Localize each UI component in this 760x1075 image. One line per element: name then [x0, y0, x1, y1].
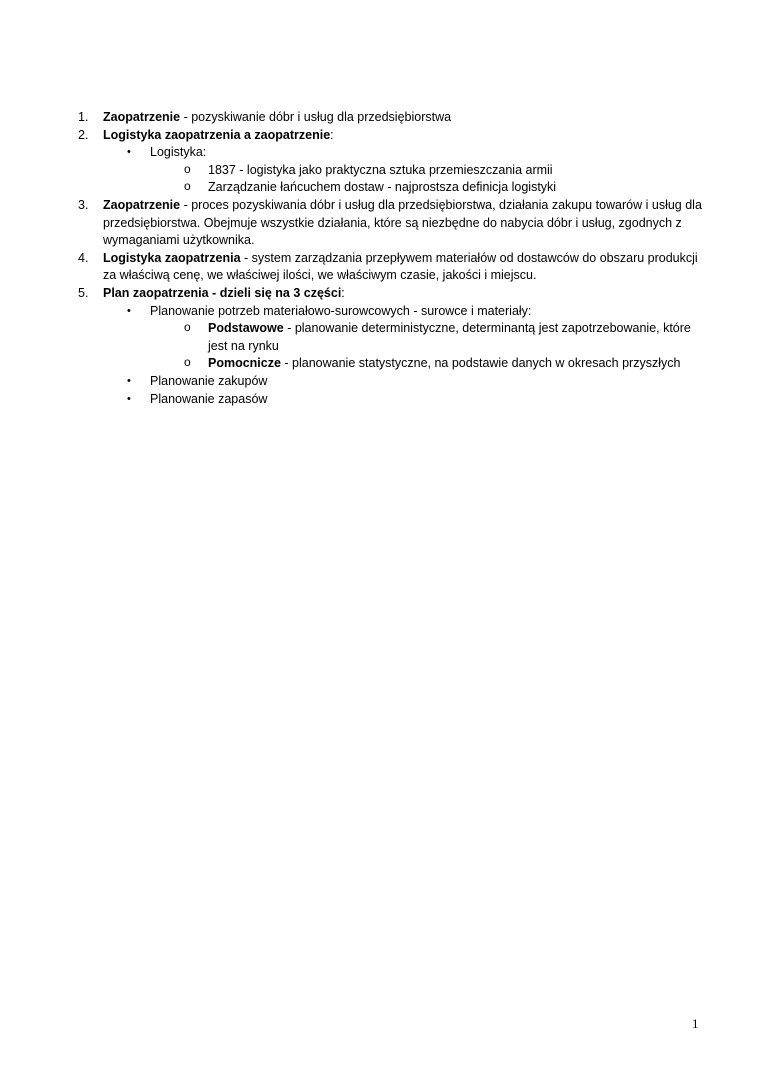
list-item — [78, 250, 708, 285]
sub-sub-item-term: Podstawowe — [208, 321, 284, 336]
item-text: - system zarządzania przepływem materiałów od dostawców do obszaru produkcji za właściwą cenę, we właściwej ilości, we właściwym czasie, jakości i miejscu. — [103, 250, 698, 283]
circle-bullet-icon: o — [184, 355, 191, 370]
sub-item-label: Planowanie potrzeb materiałowo-surowcowych - surowce i materiały: — [150, 303, 532, 318]
bullet-icon: • — [127, 146, 131, 159]
item-text: - pozyskiwanie dóbr i usług dla przedsiębiorstwa — [180, 110, 452, 124]
item-number: 1. — [78, 110, 89, 124]
item-term: Zaopatrzenie — [103, 197, 181, 212]
document-body — [78, 109, 708, 408]
sub-sub-list-item — [78, 162, 708, 180]
circle-bullet-icon: o — [184, 161, 191, 176]
item-text: : — [330, 127, 334, 142]
bullet-icon: • — [127, 304, 131, 317]
page-number: 1 — [692, 1016, 699, 1031]
sub-sub-item-text: - planowanie statystyczne, na podstawie danych w okresach przyszłych — [280, 356, 681, 371]
sub-sub-item-text: - planowanie deterministyczne, determinantą jest zapotrzebowanie, które jest na rynku — [208, 321, 691, 353]
sub-list-item — [78, 303, 708, 321]
item-number: 3. — [78, 197, 89, 212]
list-item — [78, 285, 708, 303]
bullet-icon: • — [127, 374, 131, 387]
sub-item-label: Planowanie zapasów — [150, 391, 268, 406]
circle-bullet-icon: o — [184, 320, 191, 335]
item-number: 4. — [78, 250, 89, 265]
sub-sub-list-item — [78, 355, 708, 373]
item-term: Plan zaopatrzenia - dzieli się na 3 części — [103, 285, 342, 300]
sub-list-item — [78, 373, 708, 391]
item-text: : — [341, 285, 345, 300]
sub-list-item — [78, 391, 708, 409]
circle-bullet-icon: o — [184, 179, 191, 194]
sub-sub-item-text: Zarządzanie łańcuchem dostaw - najprostsza definicja logistyki — [208, 180, 557, 195]
item-number: 5. — [78, 285, 89, 300]
item-number: 2. — [78, 127, 89, 142]
bullet-icon: • — [127, 392, 131, 405]
sub-item-label: Logistyka: — [150, 145, 207, 160]
list-item — [78, 109, 708, 127]
sub-list-item — [78, 144, 708, 162]
sub-sub-list-item — [78, 320, 708, 355]
sub-sub-item-term: Pomocnicze — [208, 356, 281, 371]
item-term: Zaopatrzenie — [103, 110, 181, 124]
sub-sub-item-text: 1837 - logistyka jako praktyczna sztuka przemieszczania armii — [208, 162, 553, 177]
item-term: Logistyka zaopatrzenia — [103, 250, 241, 265]
sub-item-label: Planowanie zakupów — [150, 373, 268, 388]
list-item — [78, 197, 708, 250]
list-item — [78, 127, 708, 145]
item-term: Logistyka zaopatrzenia a zaopatrzenie — [103, 127, 331, 142]
item-text: - proces pozyskiwania dóbr i usług dla przedsiębiorstwa, działania zakupu towarów i usług dla przedsiębiorstwa. Obejmuje wszystkie działania, które są niezbędne do nabycia dóbr i usług, zgodnych z wymaganiami użytkownika. — [103, 197, 702, 248]
sub-sub-list-item — [78, 179, 708, 197]
